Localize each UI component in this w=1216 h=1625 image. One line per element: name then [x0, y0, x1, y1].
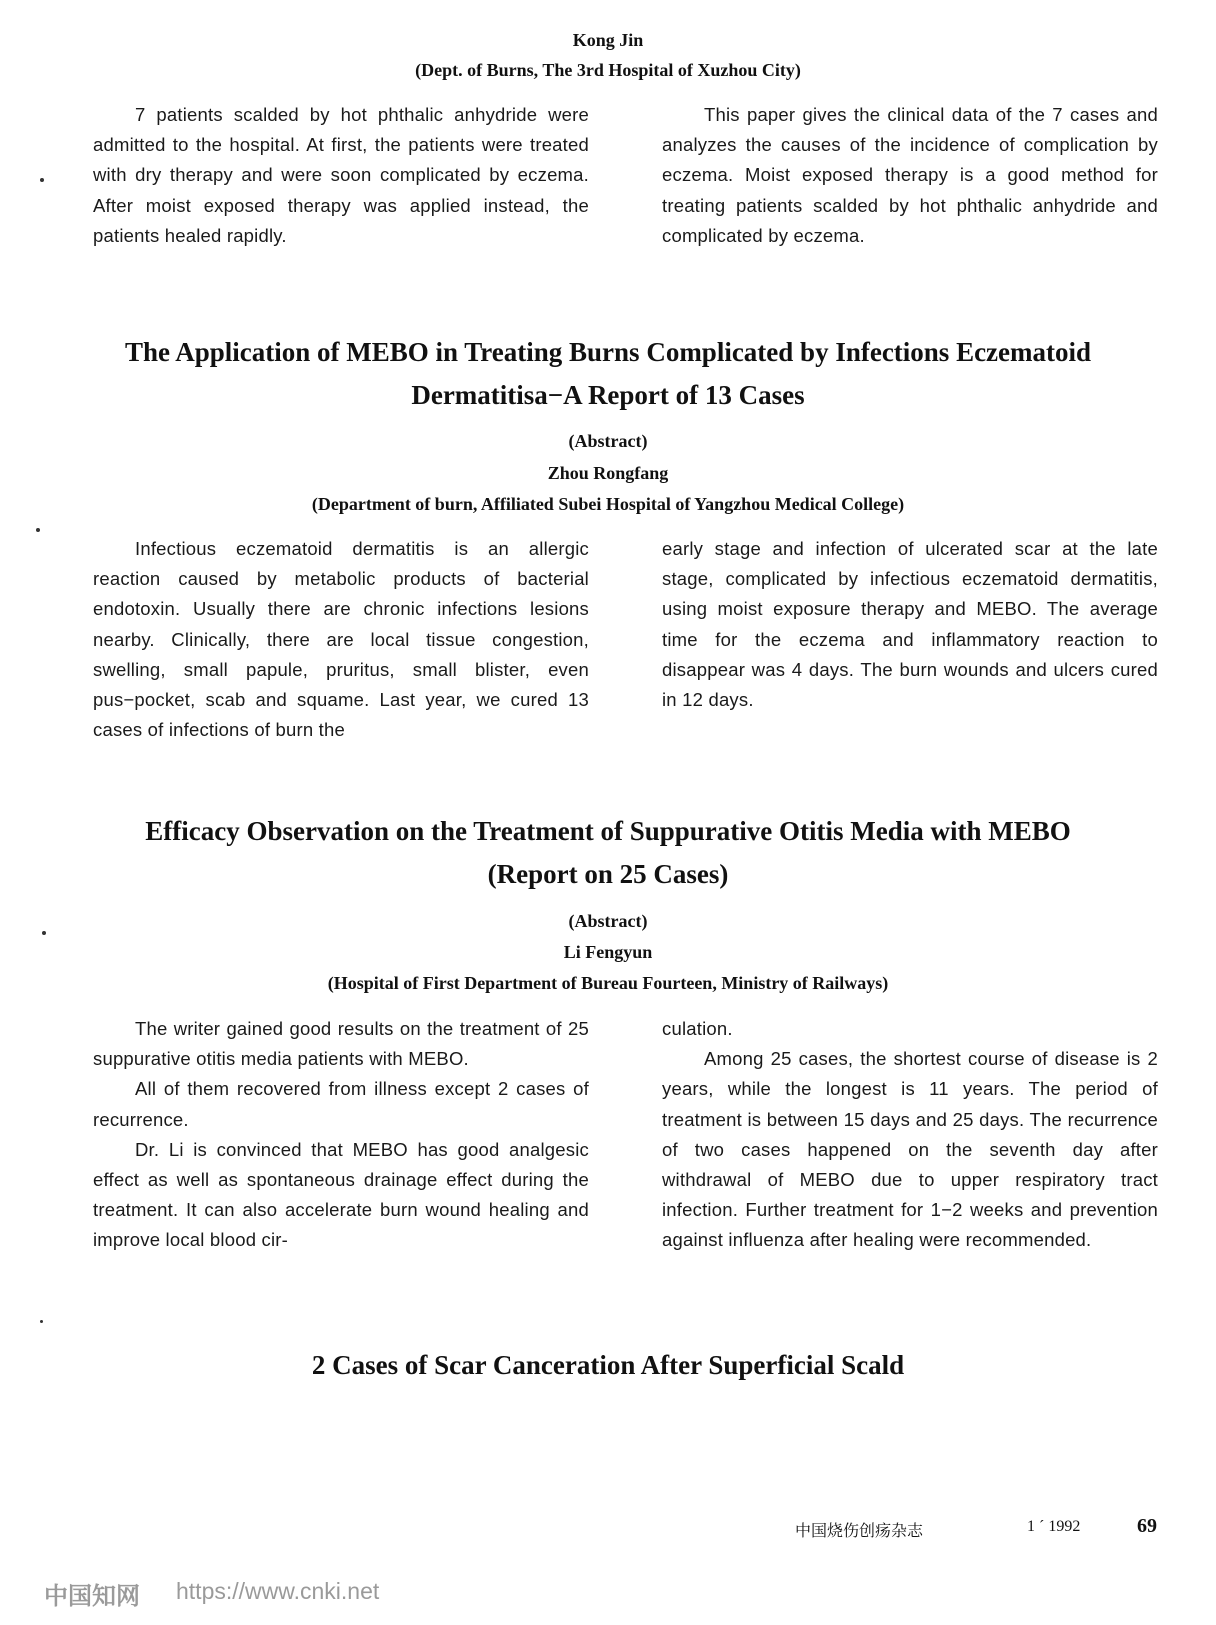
article1-right-column — [662, 534, 1158, 715]
title-line: The Application of MEBO in Treating Burns Complicated by Infections Eczematoid — [124, 337, 1092, 367]
page-number: 69 — [1137, 1515, 1157, 1537]
article2-affiliation: (Hospital of First Department of Bureau Fourteen, Ministry of Railways) — [327, 973, 889, 993]
prev-author: Kong Jin — [572, 30, 644, 50]
paragraph: All of them recovered from illness except 2 cases of recurrence. — [93, 1078, 589, 1130]
article2-title — [60, 810, 1156, 896]
scan-speck — [40, 178, 44, 182]
article1-author: Zhou Rongfang — [547, 463, 669, 483]
article1-title — [60, 331, 1156, 417]
watermark-url: https://www.cnki.net — [176, 1578, 380, 1604]
journal-name: 中国烧伤创疡杂志 — [795, 1523, 924, 1540]
paragraph: Infectious eczematoid dermatitis is an allergic reaction caused by metabolic products of bacterial endotoxin. Usually there are chronic infections lesions nearby. Clinically, there are local tissue congestion, swelling, small papule, pruritus, small blister, even pus−pocket, scab and squame. Last year, we cured 13 cases of infections of burn the — [93, 538, 589, 741]
prev-affiliation: (Dept. of Burns, The 3rd Hospital of Xuzhou City) — [415, 60, 801, 80]
scan-speck — [36, 528, 40, 532]
scan-speck — [40, 1320, 43, 1323]
article1-left-column — [93, 534, 589, 745]
title-line: (Report on 25 Cases) — [487, 859, 729, 889]
article1-affiliation: (Department of burn, Affiliated Subei Hospital of Yangzhou Medical College) — [311, 494, 905, 514]
paragraph: culation. — [662, 1018, 733, 1039]
paragraph: Among 25 cases, the shortest course of disease is 2 years, while the longest is 11 years. The period of treatment is between 15 days and 25 days. The recurrence of two cases happened on the seventh day after withdrawal of MEBO due to upper respiratory tract infection. Further treatment for 1−2 weeks and prevention against influenza after healing were recommended. — [662, 1048, 1158, 1251]
title-line: Efficacy Observation on the Treatment of Suppurative Otitis Media with MEBO — [145, 816, 1071, 846]
paragraph: This paper gives the clinical data of the 7 cases and analyzes the causes of the incidence of complication by eczema. Moist exposed therapy is a good method for treating patients scalded by hot phthalic anhydride and complicated by eczema. — [662, 104, 1158, 246]
prev-right-column — [662, 100, 1158, 251]
watermark-logo: 中国知网 — [44, 1582, 140, 1610]
issue-number: 1 ´ 1992 — [1027, 1518, 1081, 1535]
article3-title: 2 Cases of Scar Canceration After Superficial Scald — [311, 1350, 905, 1380]
article2-author: Li Fengyun — [563, 942, 653, 962]
title-line: Dermatitisa−A Report of 13 Cases — [411, 380, 805, 410]
article2-abstract-label: (Abstract) — [568, 911, 648, 931]
paragraph: early stage and infection of ulcerated scar at the late stage, complicated by infectious eczematoid dermatitis, using moist exposure therapy and MEBO. The average time for the eczema and inflammatory reaction to disappear was 4 days. The burn wounds and ulcers cured in 12 days. — [662, 538, 1158, 711]
article1-abstract-label: (Abstract) — [568, 431, 648, 451]
paragraph: Dr. Li is convinced that MEBO has good analgesic effect as well as spontaneous drainage effect during the treatment. It can also accelerate burn wound healing and improve local blood cir- — [93, 1138, 589, 1251]
prev-left-column — [93, 100, 589, 251]
article2-right-column — [662, 1014, 1158, 1256]
paragraph: The writer gained good results on the treatment of 25 suppurative otitis media patients with MEBO. — [93, 1018, 589, 1070]
article2-left-column — [93, 1014, 589, 1256]
paragraph: 7 patients scalded by hot phthalic anhydride were admitted to the hospital. At first, the patients were treated with dry therapy and were soon complicated by eczema. After moist exposed therapy was applied instead, the patients healed rapidly. — [93, 104, 589, 246]
scan-speck — [42, 931, 46, 935]
